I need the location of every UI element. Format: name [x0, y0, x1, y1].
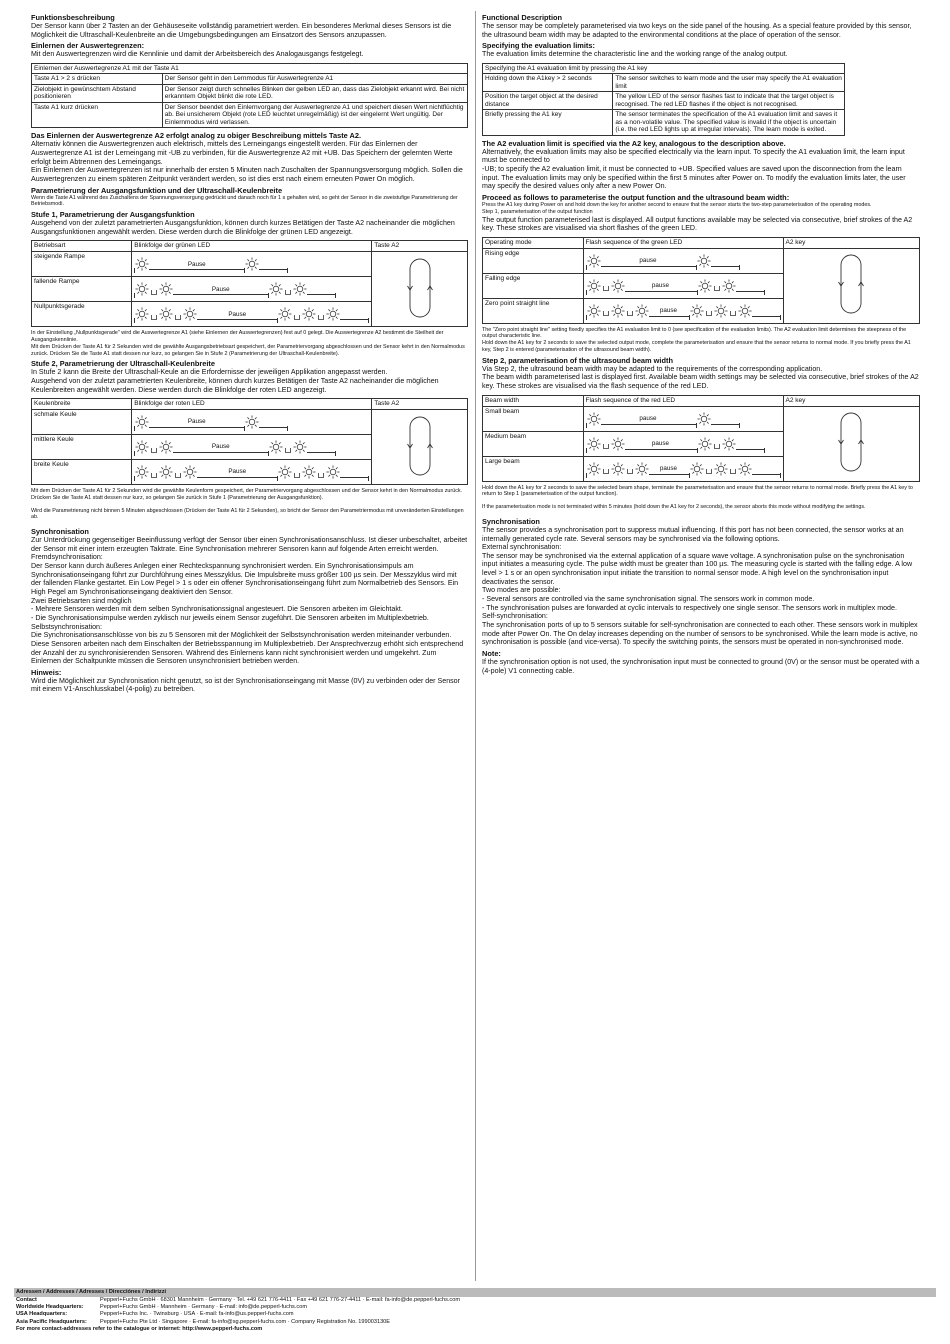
led-flash-icon: [611, 437, 625, 451]
gap-mark: [318, 315, 324, 324]
led-flash-icon: [587, 304, 601, 318]
para-step1: The output function parameterised last is displayed. All output functions available may be selected via consecutive, brief strokes of the A2 key. These strokes are visualised via short flashes of the green LED.: [482, 215, 913, 233]
pause-tick: [368, 476, 369, 481]
led-flash-icon: [587, 462, 601, 476]
heading-funktion: Funktionsbeschreibung: [31, 13, 115, 22]
table-header: A2 key: [783, 395, 920, 406]
led-flash-icon: [722, 437, 736, 451]
heading-stufe1: Stufe 1, Parametrierung der Ausgangsfunktion: [31, 210, 195, 220]
heading-param: Parametrierung der Ausgangsfunktion und der Ultraschall-Keulenbreite: [31, 185, 283, 195]
para-funktion: Der Sensor kann über 2 Tasten an der Gehäuseseite vollständig parametriert werden. Ein besonderes Merkmal dieses Sensors ist die Möglichkeit die Ultraschall-Keulenbreite an die Umgebungsbedingungen am Einsatzort des Sensors anzupassen.: [31, 22, 452, 39]
table-cell: Taste A1 kurz drücken: [32, 102, 163, 127]
footer-value: Pepperl+Fuchs Inc. · Twinsburg · USA · E-mail: fa-info@us.pepperl-fuchs.com: [100, 1311, 294, 1318]
led-flash-icon: [697, 412, 711, 426]
table-cell: The sensor terminates the specification of the A1 evaluation limit and saves it as a non-volatile value. The specified value is invalid if the object is uncertain (i.e. the red LED lights up at irregular intervals). The learn mode is exited.: [613, 110, 845, 135]
led-flash-icon: [269, 282, 283, 296]
table-cell: The sensor switches to learn mode and the user may specify the A1 evaluation limit: [613, 74, 845, 92]
pause-tick: [739, 265, 740, 270]
footer-value: Pepperl+Fuchs GmbH · 68301 Mannheim · Germany · Tel. +49 621 776-4411 · Fax +49 621 776-27-4411 · E-mail: fa-info@de.pepperl-fuchs.com: [100, 1296, 460, 1303]
table-header: Blinkfolge der grünen LED: [132, 241, 372, 252]
flash-sequence: [132, 277, 372, 302]
footer-key: Contact: [16, 1296, 37, 1303]
footer-web: For more contact-addresses refer to the catalogue or internet: http://www.pepperl-fuchs.com: [16, 1325, 263, 1332]
led-flash-icon: [135, 282, 149, 296]
para-keule: Mit dem Drücken der Taste A1 für 2 Sekunden wird die gewählte Keulenform gespeichert, der Parametriervorgang abgeschlossen und der Sensor kehrt in den Normalmodus zurück. Drücken Sie die Taste A1 statt dessen nur kurz, so gelangen Sie zurück in Stufe 1 (Parametrierung der Ausgangsfunktion).: [31, 488, 463, 501]
table-cell: Small beam: [483, 406, 584, 431]
para-step1-h: Step 1, parameterisation of the output function: [482, 208, 593, 215]
heading-spec: Specifying the evaluation limits:: [482, 41, 595, 51]
led-flash-icon: [183, 465, 197, 479]
para-proc: Press the A1 key during Power on and hold down the key for another second to ensure that the sensor starts the two-step parameterisation of the operating modes.: [482, 202, 872, 208]
key-cell: [372, 252, 468, 327]
gap-mark: [151, 290, 157, 299]
pause-label: pause: [649, 463, 689, 475]
gap-mark: [294, 473, 300, 482]
pause-label: [340, 308, 368, 320]
table-cell: Zero point straight line: [483, 298, 584, 323]
led-flash-icon: [587, 437, 601, 451]
heading-proc: Proceed as follows to parameterise the output function and the ultrasound beam width:: [482, 192, 790, 202]
gap-mark: [714, 444, 720, 453]
led-flash-icon: [635, 462, 649, 476]
heading-einlernen: Einlernen der Auswertegrenzen:: [31, 41, 145, 51]
para-b1-en: - Several sensors are controlled via the same synchronisation signal. The sensors work in common mode.: [482, 594, 815, 603]
flash-sequence: [132, 435, 372, 460]
led-flash-icon: [278, 465, 292, 479]
led-flash-icon: [635, 304, 649, 318]
para-selbst-h: Selbstsynchronisation:: [31, 622, 102, 631]
pause-tick: [739, 423, 740, 428]
footer-value: Pepperl+Fuchs Pte Ltd · Singapore · E-mail: fa-info@sg.pepperl-fuchs.com · Company Registration No. 199003130E: [100, 1318, 391, 1325]
flash-table-beam-en: [482, 395, 920, 482]
table-cell: Der Sensor geht in den Lernmodus für Auswertegrenze A1: [162, 74, 467, 84]
pause-tick: [764, 290, 765, 295]
table-header: Flash sequence of the green LED: [583, 237, 783, 248]
table-a1-de: [31, 63, 468, 128]
gap-mark: [603, 311, 609, 320]
flash-sequence: [583, 431, 783, 456]
gap-mark: [730, 469, 736, 478]
pause-label: [259, 258, 287, 270]
para-zwei: Zwei Betriebsarten sind möglich: [31, 596, 132, 605]
led-flash-icon: [135, 465, 149, 479]
table-cell: Briefly pressing the A1 key: [483, 110, 613, 135]
gap-mark: [294, 315, 300, 324]
led-flash-icon: [183, 307, 197, 321]
led-flash-icon: [135, 415, 149, 429]
para-b1-de: - Mehrere Sensoren werden mit dem selben Synchronisationssignal angesteuert. Die Sensoren arbeiten im Gleichtakt.: [31, 605, 403, 614]
table-title: Einlernen der Auswertegrenze A1 mit der Taste A1: [32, 63, 468, 73]
flash-sequence: [583, 406, 783, 431]
pause-label: pause: [601, 413, 696, 425]
table-a1-en: [482, 63, 845, 136]
para-a2b: Ein Einlernen der Auswertegrenzen ist nur innerhalb der ersten 5 Minuten nach Zuschalten der Spannungsversorgung möglich. Sollen die Auswertegrenzen zu einem späteren Zeitpunkt verändert werden, so ist dies erst nach einem erneuten Power On möglich.: [31, 166, 463, 183]
pause-label: [711, 255, 739, 267]
table-cell: Der Sensor zeigt durch schnelles Blinken der gelben LED an, dass das Zielobjekt erkannt wird. Bei nicht erkanntem Objekt blinkt die rote LED.: [162, 84, 467, 102]
para-keule2: Wird die Parametrierung nicht binnen 5 Minuten abgeschlossen (Drücken der Taste A1 für 2 Sekunden), so bricht der Sensor den Parametriermodus mit unveränderten Einstellungen ab.: [31, 507, 464, 521]
gap-mark: [706, 469, 712, 478]
led-flash-icon: [278, 307, 292, 321]
para-self-h: Self-synchronisation:: [482, 612, 548, 621]
flash-sequence: [132, 252, 372, 277]
para-two: Two modes are possible:: [482, 586, 561, 595]
pause-label: [752, 463, 780, 475]
gap-mark: [627, 311, 633, 320]
table-cell: Nullpunktsgerade: [32, 302, 132, 327]
para-ext-h: External synchronisation:: [482, 543, 562, 552]
key-cycle-icon: [837, 469, 865, 476]
pause-label: pause: [649, 305, 689, 317]
para-stufe2: In Stufe 2 kann die Breite der Ultraschall-Keule an die Erfordernisse der jeweiligen Applikation angepasst werden.: [31, 368, 388, 377]
para-zero: The "Zero point straight line" setting fixedly specifies the A1 evaluation limit to 0 (see specification of the evaluation limits). The A2 evaluation limit determines the steepness of the output characteristic line.: [482, 326, 907, 340]
key-cell: [783, 248, 920, 323]
flash-sequence: [583, 248, 783, 273]
gap-mark: [714, 286, 720, 295]
pause-label: [736, 438, 764, 450]
pause-tick: [335, 451, 336, 456]
table-cell: Medium beam: [483, 431, 584, 456]
led-flash-icon: [587, 279, 601, 293]
pause-label: Pause: [173, 441, 268, 453]
flash-sequence: [132, 460, 372, 485]
key-cell: [372, 410, 468, 485]
table-cell: Der Sensor beendet den Einlernvorgang der Auswertegrenze A1 und speichert diesen Wert nichtflüchtig ab. Bei unsicherem Objekt (rote LED leuchtet unregelmäßig) ist der eingelernt Wert ungültig. Der Einlernmodus wird verlassen.: [162, 102, 467, 127]
led-flash-icon: [722, 279, 736, 293]
pause-label: pause: [625, 438, 697, 450]
key-cycle-icon: [837, 311, 865, 318]
para-fremd: Der Sensor kann durch äußeres Anlegen einer Rechteckspannung synchronisiert werden. Ein Synchronisationsimpuls am Synchronisationseingang führt zur Durchführung eines Messzyklus. Die Impulsbreite muss größer 100 µs sein. Der Messzyklus wird mit der fallenden Flanke gestartet. Ein Low Pegel > 1 s oder ein offener Synchronisationseingang führt zum Normalbetrieb des Sensors. Ein High Pegel am Synchronisationseingang deaktiviert den Sensor.: [31, 562, 459, 597]
pause-label: Pause: [149, 416, 244, 428]
led-flash-icon: [245, 257, 259, 271]
pause-label: [340, 466, 368, 478]
heading-stufe2: Stufe 2, Parametrierung der Ultraschall-Keulenbreite: [31, 359, 216, 369]
gap-mark: [175, 473, 181, 482]
footer-bar: Adressen / Addresses / Adresses / Direcciónes / Indirizzi: [14, 1288, 936, 1297]
table-cell: Falling edge: [483, 273, 584, 298]
led-flash-icon: [587, 412, 601, 426]
gap-mark: [706, 311, 712, 320]
para-a2: Alternativ können die Auswertegrenzen auch elektrisch, mittels des Lerneingangs eingestellt werden. Für das Einlernen der Auswertegrenze A1 ist der Lerneingang mit -UB zu verbinden, für die Auswertegrenze A2 mit +UB. Das Speichern der gelernten Werte erfolgt beim Abtrennen des Lerneingangs.: [31, 140, 453, 166]
table-cell: Taste A1 > 2 s drücken: [32, 74, 163, 84]
flash-sequence: [583, 456, 783, 481]
para-step2: Via Step 2, the ultrasound beam width may be adapted to the requirements of the corresponding application.: [482, 364, 823, 373]
led-flash-icon: [159, 440, 173, 454]
flash-sequence: [132, 302, 372, 327]
footer-key: Asia Pacific Headquarters:: [16, 1318, 87, 1325]
led-flash-icon: [135, 307, 149, 321]
pause-label: [307, 441, 335, 453]
para-null: In der Einstellung „Nullpunktsgerade" wird die Auswertegrenze A1 (siehe Einlernen der Auswertegrenzen) fest auf 0 gelegt. Die Auswertegrenze A2 bestimmt die Steilheit der Ausgangskennlinie.: [31, 330, 444, 344]
led-flash-icon: [326, 465, 340, 479]
heading-step2: Step 2, parameterisation of the ultrasound beam width: [482, 355, 673, 365]
led-flash-icon: [690, 304, 704, 318]
heading-note: Note:: [482, 648, 501, 658]
gap-mark: [151, 448, 157, 457]
pause-label: pause: [625, 280, 697, 292]
para-self: The synchronisation ports of up to 5 sensors suitable for self-synchronisation are connected to each other. These sensors work in multiplex mode after Power On. The On delay increases depending on the number of sensors to be synchronised. While the learn mode is active, no synchronisation is possible (and vice-versa). To specify the switching points, the sensors must be operated in non-synchronised mode.: [482, 620, 918, 647]
table-cell: mittlere Keule: [32, 435, 132, 460]
para-note: If the synchronisation option is not used, the synchronisation input must be connected to ground (0V) or the sensor must be operated with a (4-pole) V1 connecting cable.: [482, 657, 920, 675]
led-flash-icon: [293, 440, 307, 454]
flash-table-output-de: [31, 240, 468, 327]
para-step2b: The beam width parameterised last is displayed first. Available beam width settings may be selected via consecutive, brief strokes of the A2 key. These strokes are visualised via the flash sequence of the red LED.: [482, 373, 919, 391]
pause-label: [752, 305, 780, 317]
pause-label: Pause: [197, 308, 277, 320]
led-flash-icon: [135, 440, 149, 454]
led-flash-icon: [293, 282, 307, 296]
flash-sequence: [583, 273, 783, 298]
para-ext: The sensor may be synchronised via the external application of a square wave voltage. A synchronisation pulse on the synchronisation input initiates a measuring cycle. The pulse width must be greater than 100 µs. The measuring cycle is started with the falling edge. A low level > 1 s or an open synchronisation input initiate the transition to normal sensor mode. A high level on the synchronisation input deactivates the sensor.: [482, 551, 913, 586]
key-cycle-icon: [406, 315, 434, 322]
pause-label: [307, 283, 335, 295]
para-beam2: If the parameterisation mode is not terminated within 5 minutes (hold down the A1 key for 2 seconds), the sensor aborts this mode without modifying the settings.: [482, 504, 866, 511]
pause-label: Pause: [149, 258, 244, 270]
pause-label: [736, 280, 764, 292]
heading-sync-de: Synchronisation: [31, 527, 89, 537]
led-flash-icon: [698, 279, 712, 293]
pause-tick: [764, 448, 765, 453]
led-flash-icon: [269, 440, 283, 454]
led-flash-icon: [302, 307, 316, 321]
para-spec: The evaluation limits determine the characteristic line and the working range of the analog output.: [482, 50, 788, 59]
footer-key: USA Headquarters:: [16, 1311, 68, 1318]
para-func-en: The sensor may be completely parameterised via two keys on the side panel of the housing. As a special feature provided by this sensor, the ultrasound beam width may be adapted to the environmental conditions at the place of operation of the sensor.: [482, 22, 912, 39]
led-flash-icon: [326, 307, 340, 321]
column-english: [482, 11, 920, 675]
led-flash-icon: [611, 462, 625, 476]
led-flash-icon: [587, 254, 601, 268]
table-cell: Holding down the A1key > 2 seconds: [483, 74, 613, 92]
led-flash-icon: [611, 279, 625, 293]
footer-value: Pepperl+Fuchs GmbH · Mannheim · Germany · E-mail: info@de.pepperl-fuchs.com: [100, 1304, 307, 1311]
pause-tick: [780, 473, 781, 478]
led-flash-icon: [697, 254, 711, 268]
gap-mark: [285, 448, 291, 457]
footer-table: [14, 1297, 936, 1326]
heading-func-en: Functional Description: [482, 13, 563, 22]
led-flash-icon: [698, 437, 712, 451]
led-flash-icon: [738, 304, 752, 318]
key-cell: [783, 406, 920, 481]
led-flash-icon: [714, 462, 728, 476]
table-cell: Rising edge: [483, 248, 584, 273]
table-cell: Position the target object at the desired distance: [483, 92, 613, 110]
pause-tick: [780, 315, 781, 320]
para-stufe2b: Ausgehend von der zuletzt parametrierten Keulenbreite, können durch kurzes Betätigen der Taste A2 nacheinander die möglichen Keulenbreiten angewählt werden. Diese werden durch die Blinkfolge der roten LED angezeigt.: [31, 376, 439, 394]
gap-mark: [730, 311, 736, 320]
pause-tick: [368, 318, 369, 323]
heading-sync-en: Synchronisation: [482, 516, 540, 526]
gap-mark: [603, 286, 609, 295]
flash-sequence: [132, 410, 372, 435]
led-flash-icon: [135, 257, 149, 271]
para-beam: Hold down the A1 key for 2 seconds to save the selected beam shape, terminate the parameterisation and ensure that the sensor returns to normal mode. Briefly press the A1 key to return to Step 1 (parameterisation of the output function).: [482, 484, 913, 498]
pause-label: Pause: [173, 283, 268, 295]
flash-sequence: [583, 298, 783, 323]
para-selbst: Die Synchronisationsanschlüsse von bis zu 5 Sensoren mit der Möglichkeit der Selbstsynchronisation werden miteinander verbunden. Diese Sensoren arbeiten nach dem Einschalten der Betriebsspannung im Multiplexbetrieb. Der Ansprechverzug erhöht sich entsprechend der Anzahl der zu synchronisierenden Sensoren. Während des Einlernens kann nicht synchronisiert werden und umgekehrt. Zum Einlernen der Schaltpunkte müssen die Sensoren unsynchronisiert betrieben werden.: [31, 631, 464, 666]
led-flash-icon: [690, 462, 704, 476]
key-cycle-icon: [406, 473, 434, 480]
para-param: Wenn die Taste A1 während des Zuschaltens der Spannungsversorgung gedrückt und danach noch für 1 s gehalten wird, so geht der Sensor in die zweistufige Parametrierung der Betriebsmodi.: [31, 194, 458, 208]
led-flash-icon: [302, 465, 316, 479]
gap-mark: [151, 473, 157, 482]
para-b2-en: - The synchronisation pulses are forwarded at cyclic intervals to respectively one single sensor. The sensors work in multiplex mode.: [482, 603, 897, 612]
table-cell: fallende Rampe: [32, 277, 132, 302]
table-cell: schmale Keule: [32, 410, 132, 435]
column-divider: [475, 11, 476, 1281]
footer-addresses: [14, 1288, 936, 1333]
table-cell: breite Keule: [32, 460, 132, 485]
flash-table-output-en: [482, 237, 920, 324]
led-flash-icon: [738, 462, 752, 476]
para-a2b-en: -UB; to specify the A2 evaluation limit, it must be connected to +UB. Specified values are saved upon the disconnection from the learn input. The evaluation limits may only be specified within the first 5 minutes after Power on. To modify the evaluation limits later, the user may specify the desired values only after a new Power On.: [482, 165, 906, 191]
table-header: Beam width: [483, 395, 584, 406]
led-flash-icon: [611, 304, 625, 318]
gap-mark: [603, 469, 609, 478]
pause-label: [711, 413, 739, 425]
footer-key: Worldwide Headquarters:: [16, 1304, 84, 1311]
para-einlernen: Mit den Auswertegrenzen wird die Kennlinie und damit der Arbeitsbereich des Analogausgangs festgelegt.: [31, 50, 364, 59]
flash-table-beam-de: [31, 398, 468, 485]
table-header: Blinkfolge der roten LED: [132, 399, 372, 410]
para-hinweis: Wird die Möglichkeit zur Synchronisation nicht genutzt, so ist der Synchronisationseingang mit Masse (0V) zu verbinden oder der Sensor mit einem V1-Anschlusskabel (4-polig) zu betreiben.: [31, 676, 460, 694]
pause-tick: [287, 268, 288, 273]
gap-mark: [318, 473, 324, 482]
led-flash-icon: [245, 415, 259, 429]
para-b2-de: - Die Synchronisationsimpulse werden zyklisch nur jeweils einem Sensor zugeführt. Die Sensoren arbeiten im Multiplexbetrieb.: [31, 613, 429, 622]
para-null2: Mit dem Drücken der Taste A1 für 2 Sekunden wird die gewählte Ausgangsbetriebsart gespeichert, der Parametriervorgang abgeschlossen und der Sensor kehrt in den Normalmodus zurück. Drücken Sie die Taste A1 statt dessen nur kurz, so gelangen Sie in Stufe 2 (Parametrierung der Ultraschall-Keulenbreite).: [31, 343, 465, 357]
heading-a2: Das Einlernen der Auswertegrenze A2 erfolgt analog zu obiger Beschreibung mittels Taste A2.: [31, 131, 362, 141]
table-header: Flash sequence of the red LED: [583, 395, 783, 406]
table-header: Taste A2: [372, 399, 468, 410]
table-title: Specifying the A1 evaluation limit by pressing the A1 key: [483, 63, 845, 73]
led-flash-icon: [714, 304, 728, 318]
table-cell: Zielobjekt in gewünschtem Abstand positionieren: [32, 84, 163, 102]
para-sync-de: Zur Unterdrückung gegenseitiger Beeinflussung verfügt der Sensor über einen Synchronisationsanschluss. Ist dieser unbeschaltet, arbeitet der Sensor mit einer intern erzeugten Taktrate. Eine Synchronisation mehrerer Sensoren kann auf folgende Arten erreicht werden.: [31, 536, 468, 553]
led-flash-icon: [159, 282, 173, 296]
pause-label: Pause: [197, 466, 277, 478]
table-header: Keulenbreite: [32, 399, 132, 410]
heading-hinweis: Hinweis:: [31, 667, 62, 677]
table-header: Betriebsart: [32, 241, 132, 252]
column-german: [31, 11, 468, 694]
heading-a2-en: The A2 evaluation limit is specified via the A2 key, analogous to the description above.: [482, 138, 786, 148]
table-cell: Large beam: [483, 456, 584, 481]
pause-label: pause: [601, 255, 696, 267]
table-cell: steigende Rampe: [32, 252, 132, 277]
gap-mark: [151, 315, 157, 324]
led-flash-icon: [159, 465, 173, 479]
table-cell: The yellow LED of the sensor flashes fast to indicate that the target object is recognised. The red LED flashes if the object is not recognised.: [613, 92, 845, 110]
para-zero2: Hold down the A1 key for 2 seconds to save the selected output mode, complete the parameterisation and ensure that the sensor returns to normal mode. If you briefly press the A1 key, Step 2 is entered (parameterisation of the ultrasound beam width).: [482, 340, 911, 353]
gap-mark: [285, 290, 291, 299]
table-header: Taste A2: [372, 241, 468, 252]
gap-mark: [603, 444, 609, 453]
para-fremd-h: Fremdsynchronisation:: [31, 553, 103, 562]
para-a2-en: Alternatively, the evaluation limits may also be specified electrically via the learn input. To specify the A1 evaluation limit, the learn input must be connected to: [482, 147, 905, 165]
para-stufe1: Ausgehend von der zuletzt parametrierten Ausgangsfunktion, können durch kurzes Betätigen der Taste A2 nacheinander die möglichen Ausgangsfunktionen angewählt werden. Diese werden durch die Blinkfolge der grünen LED angezeigt.: [31, 219, 455, 236]
pause-label: [259, 416, 287, 428]
gap-mark: [175, 315, 181, 324]
gap-mark: [627, 469, 633, 478]
pause-tick: [335, 293, 336, 298]
pause-tick: [287, 426, 288, 431]
table-header: Operating mode: [483, 237, 584, 248]
table-header: A2 key: [783, 237, 920, 248]
led-flash-icon: [159, 307, 173, 321]
para-sync-en: The sensor provides a synchronisation port to suppress mutual influencing. If this port has not been connected, the sensor works at an internally generated cycle rate. Several sensors may be synchronised via the following options.: [482, 525, 904, 543]
